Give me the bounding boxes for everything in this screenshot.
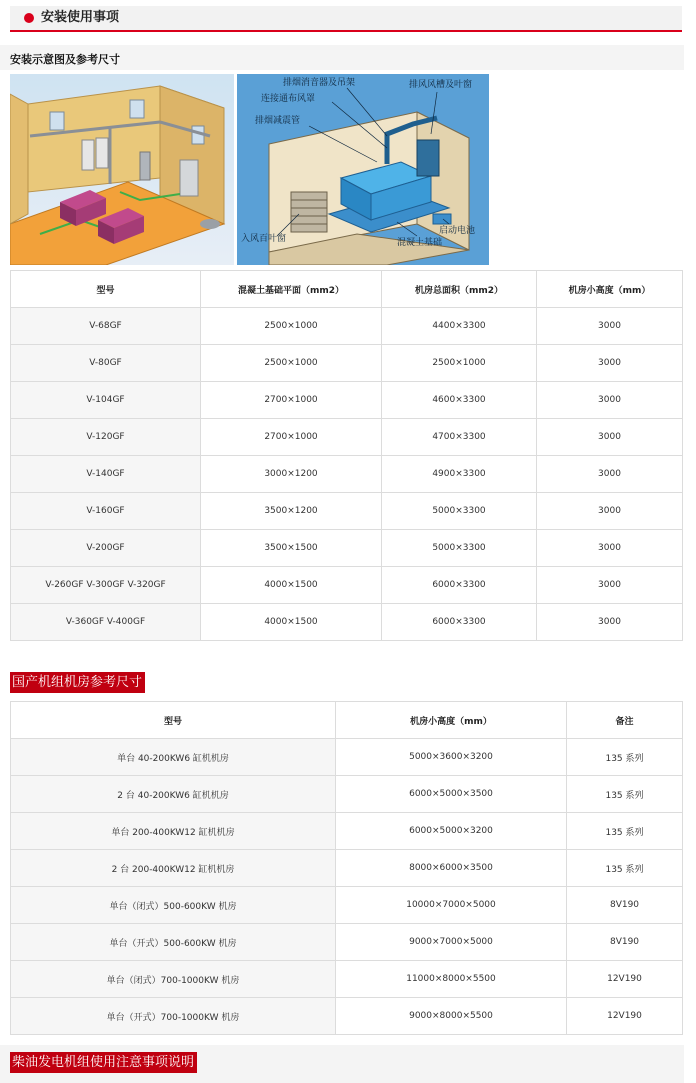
cell-height: 3000 bbox=[537, 567, 683, 604]
cell-room-area: 6000×3300 bbox=[382, 567, 537, 604]
cell-height: 3000 bbox=[537, 345, 683, 382]
table-row bbox=[11, 530, 683, 567]
cell-height: 3000 bbox=[537, 604, 683, 641]
cell-room-area: 4600×3300 bbox=[382, 382, 537, 419]
col-room-height: 机房小高度（mm） bbox=[537, 271, 683, 308]
cell-model: 2 台 40-200KW6 缸机机房 bbox=[11, 776, 336, 813]
col-model: 型号 bbox=[11, 702, 336, 739]
cell-foundation: 3000×1200 bbox=[201, 456, 382, 493]
cell-remark: 135 系列 bbox=[567, 739, 683, 776]
usage-notes-label: 柴油发电机组使用注意事项说明 bbox=[10, 1052, 197, 1073]
table-row bbox=[11, 850, 683, 887]
cell-foundation: 2500×1000 bbox=[201, 345, 382, 382]
cell-model: V-200GF bbox=[11, 530, 201, 567]
cell-model: 单台（开式）500-600KW 机房 bbox=[11, 924, 336, 961]
cell-remark: 12V190 bbox=[567, 961, 683, 998]
subtitle-label: 安装示意图及参考尺寸 bbox=[10, 53, 120, 66]
callout-concrete-foundation: 混凝土基础 bbox=[397, 238, 443, 248]
cell-size: 5000×3600×3200 bbox=[336, 739, 567, 776]
callout-starter-battery: 启动电池 bbox=[439, 226, 476, 236]
cell-foundation: 3500×1500 bbox=[201, 530, 382, 567]
cell-model: 单台 40-200KW6 缸机机房 bbox=[11, 739, 336, 776]
engine-room-drawing bbox=[10, 74, 234, 265]
table-row bbox=[11, 493, 683, 530]
table-header-row bbox=[11, 702, 683, 739]
cell-size: 6000×5000×3500 bbox=[336, 776, 567, 813]
cell-foundation: 2700×1000 bbox=[201, 419, 382, 456]
callout-air-duct: 连接通布风罩 bbox=[261, 94, 316, 104]
table-header-row bbox=[11, 271, 683, 308]
section-header bbox=[10, 6, 682, 32]
cell-size: 9000×7000×5000 bbox=[336, 924, 567, 961]
table-row bbox=[11, 887, 683, 924]
col-model: 型号 bbox=[11, 271, 201, 308]
bullet-dot-icon bbox=[24, 13, 34, 23]
cell-model: V-104GF bbox=[11, 382, 201, 419]
callout-intake-louvre: 入风百叶窗 bbox=[241, 234, 287, 244]
cell-remark: 12V190 bbox=[567, 998, 683, 1035]
cell-foundation: 2700×1000 bbox=[201, 382, 382, 419]
table-row bbox=[11, 739, 683, 776]
col-room-height: 机房小高度（mm） bbox=[336, 702, 567, 739]
cell-model: V-68GF bbox=[11, 308, 201, 345]
col-foundation-area: 混凝土基础平面（mm2） bbox=[201, 271, 382, 308]
cell-height: 3000 bbox=[537, 382, 683, 419]
callout-exhaust-silencer: 排烟消音器及吊架 bbox=[283, 78, 356, 88]
col-remark: 备注 bbox=[567, 702, 683, 739]
cell-room-area: 6000×3300 bbox=[382, 604, 537, 641]
domestic-room-size-label: 国产机组机房参考尺寸 bbox=[10, 672, 145, 693]
cell-height: 3000 bbox=[537, 308, 683, 345]
cell-remark: 135 系列 bbox=[567, 850, 683, 887]
subtitle-bar bbox=[0, 45, 684, 70]
callout-exhaust-damping-pipe: 排烟减震管 bbox=[255, 116, 301, 126]
cell-model: V-360GF V-400GF bbox=[11, 604, 201, 641]
cell-model: V-160GF bbox=[11, 493, 201, 530]
cell-remark: 135 系列 bbox=[567, 776, 683, 813]
cell-model: 单台（闭式）500-600KW 机房 bbox=[11, 887, 336, 924]
cell-room-area: 4700×3300 bbox=[382, 419, 537, 456]
table-row bbox=[11, 567, 683, 604]
table-row bbox=[11, 419, 683, 456]
domestic-room-size-table bbox=[10, 701, 683, 1035]
cell-foundation: 4000×1500 bbox=[201, 567, 382, 604]
cell-size: 6000×5000×3200 bbox=[336, 813, 567, 850]
cell-remark: 135 系列 bbox=[567, 813, 683, 850]
table-row bbox=[11, 961, 683, 998]
cell-size: 9000×8000×5500 bbox=[336, 998, 567, 1035]
cell-room-area: 2500×1000 bbox=[382, 345, 537, 382]
generator-set-diagram bbox=[237, 74, 489, 265]
table-row bbox=[11, 998, 683, 1035]
table-row bbox=[11, 604, 683, 641]
cell-room-area: 5000×3300 bbox=[382, 493, 537, 530]
callout-exhaust-louvre: 排风风槽及叶窗 bbox=[409, 80, 473, 90]
cell-size: 8000×6000×3500 bbox=[336, 850, 567, 887]
cell-model: 2 台 200-400KW12 缸机机房 bbox=[11, 850, 336, 887]
table-row bbox=[11, 776, 683, 813]
cell-remark: 8V190 bbox=[567, 924, 683, 961]
cell-size: 10000×7000×5000 bbox=[336, 887, 567, 924]
cell-height: 3000 bbox=[537, 456, 683, 493]
cell-room-area: 4400×3300 bbox=[382, 308, 537, 345]
table-row bbox=[11, 382, 683, 419]
table-row bbox=[11, 456, 683, 493]
cell-size: 11000×8000×5500 bbox=[336, 961, 567, 998]
table-row bbox=[11, 308, 683, 345]
cell-foundation: 3500×1200 bbox=[201, 493, 382, 530]
cell-model: 单台（闭式）700-1000KW 机房 bbox=[11, 961, 336, 998]
cell-model: 单台 200-400KW12 缸机机房 bbox=[11, 813, 336, 850]
col-room-area: 机房总面积（mm2） bbox=[382, 271, 537, 308]
cell-model: V-260GF V-300GF V-320GF bbox=[11, 567, 201, 604]
cell-foundation: 4000×1500 bbox=[201, 604, 382, 641]
cell-height: 3000 bbox=[537, 419, 683, 456]
cell-model: V-80GF bbox=[11, 345, 201, 382]
cell-room-area: 5000×3300 bbox=[382, 530, 537, 567]
cell-room-area: 4900×3300 bbox=[382, 456, 537, 493]
cell-remark: 8V190 bbox=[567, 887, 683, 924]
cell-height: 3000 bbox=[537, 530, 683, 567]
cell-model: V-140GF bbox=[11, 456, 201, 493]
engine-room-isometric-illustration bbox=[10, 74, 234, 265]
table-row bbox=[11, 924, 683, 961]
section-title: 安装使用事项 bbox=[41, 10, 120, 25]
table-row bbox=[11, 345, 683, 382]
cell-height: 3000 bbox=[537, 493, 683, 530]
cell-model: 单台（开式）700-1000KW 机房 bbox=[11, 998, 336, 1035]
genset-room-size-table bbox=[10, 270, 683, 641]
cell-model: V-120GF bbox=[11, 419, 201, 456]
table-row bbox=[11, 813, 683, 850]
cell-foundation: 2500×1000 bbox=[201, 308, 382, 345]
